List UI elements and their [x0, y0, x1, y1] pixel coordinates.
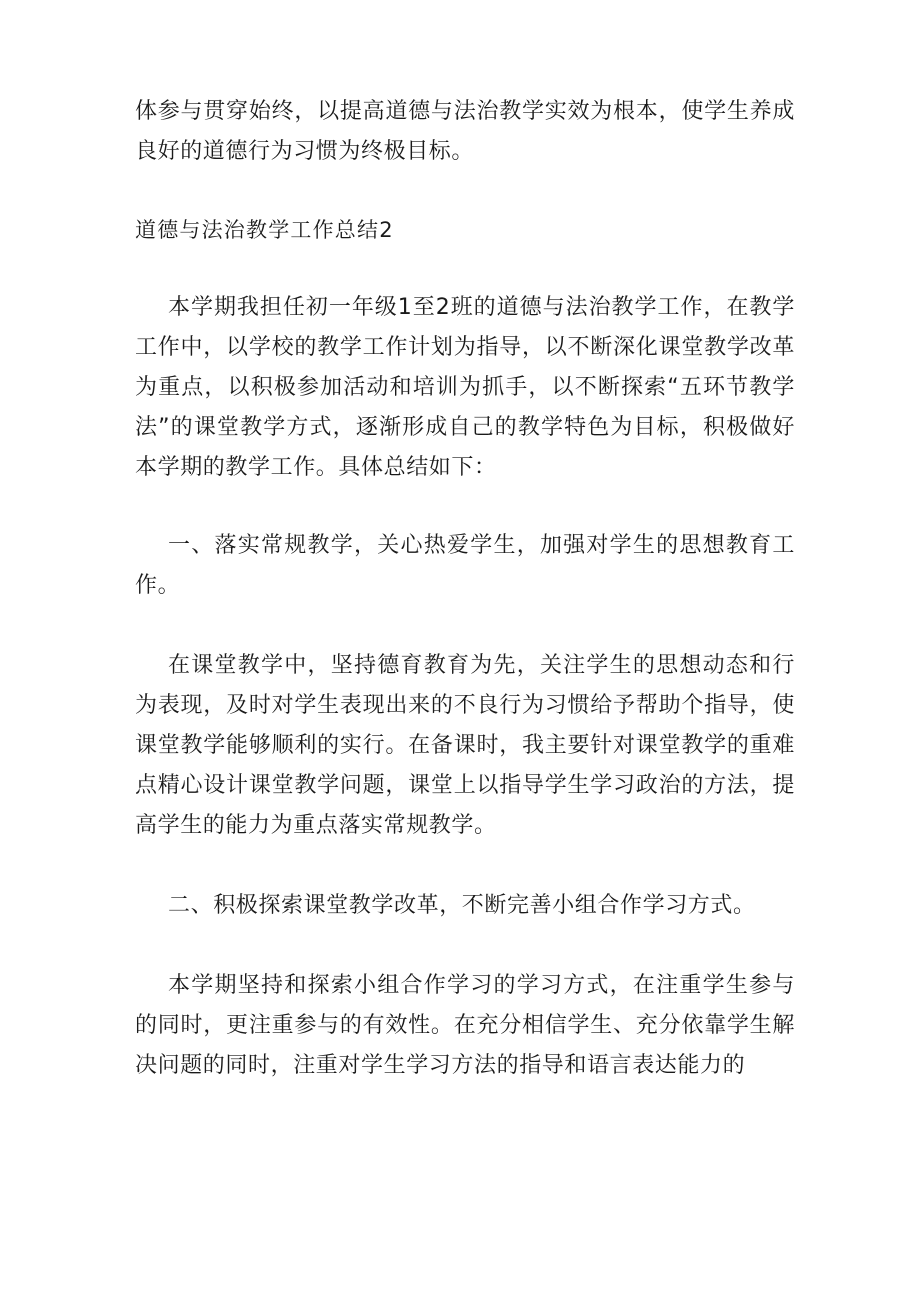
heading-two: 二、积极探索课堂教学改革，不断完善小组合作学习方式。: [168, 893, 756, 918]
paragraph-two: 本学期坚持和探索小组合作学习的学习方式，在注重学生参与的同时，更注重参与的有效性。在充分相信学生、充分依靠学生解决问题的同时，注重对学生学习方法的指导和语言表达能力的: [135, 973, 795, 1078]
section-title: 道德与法治教学工作总结2: [135, 218, 394, 242]
heading-one: 一、落实常规教学，关心热爱学生，加强对学生的思想教育工作。: [135, 533, 795, 598]
paragraph-one: 在课堂教学中，坚持德育教育为先，关注学生的思想动态和行为表现，及时对学生表现出来的不良行为习惯给予帮助个指导，使课堂教学能够顺利的实行。在备课时，我主要针对课堂教学的重难点精心设计课堂教学问题，课堂上以指导学生学习政治的方法，提高学生的能力为重点落实常规教学。: [135, 653, 795, 838]
intro-continuation-paragraph: 体参与贯穿始终，以提高道德与法治教学实效为根本，使学生养成良好的道德行为习惯为终极目标。: [135, 99, 795, 164]
overview-paragraph: 本学期我担任初一年级1至2班的道德与法治教学工作，在教学工作中，以学校的教学工作计划为指导，以不断深化课堂教学改革为重点，以积极参加活动和培训为抓手，以不断探索“五环节教学法”的课堂教学方式，逐渐形成自己的教学特色为目标，积极做好本学期的教学工作。具体总结如下：: [135, 295, 795, 480]
document-body: [135, 92, 795, 1086]
